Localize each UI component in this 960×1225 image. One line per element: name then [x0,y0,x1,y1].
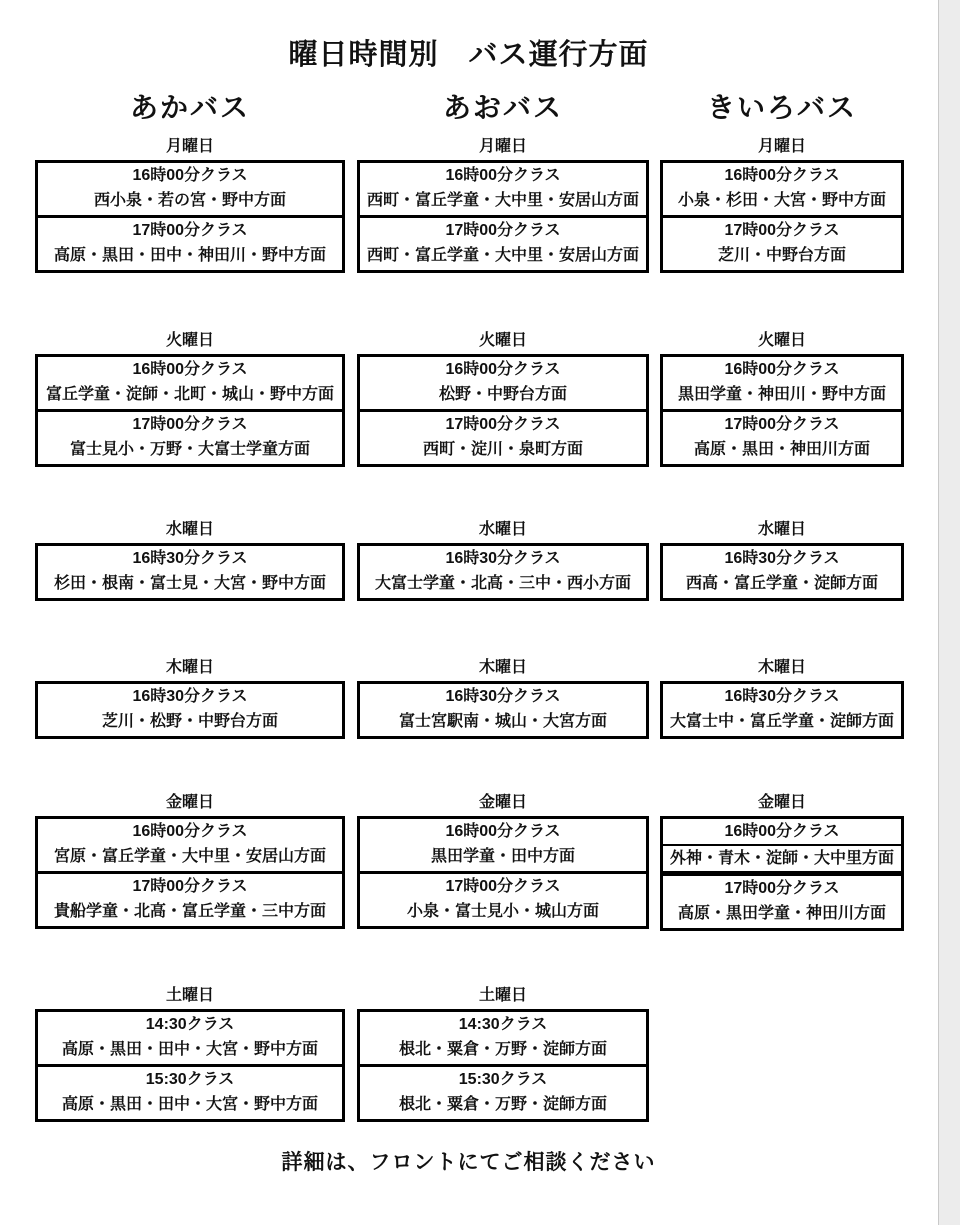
route-destinations: 根北・粟倉・万野・淀師方面 [398,1096,607,1113]
class-slot [38,1064,342,1119]
schedule-table [660,543,904,601]
class-time: 17時00分クラス [132,878,248,895]
route-destinations: 大富士学童・北高・三中・西小方面 [374,575,631,592]
schedule-group [35,986,345,1122]
route-destinations: 大富士中・富丘学童・淀師方面 [669,713,894,730]
route-destinations: 芝川・松野・中野台方面 [101,713,278,730]
route-destinations: 芝川・中野台方面 [717,247,846,264]
footer-note: 詳細は、フロントにてご相談ください [281,1151,656,1174]
page-edge-strip [938,0,960,1225]
schedule-table [35,681,345,739]
class-time: 16時30分クラス [132,550,248,567]
day-label: 月曜日 [478,138,527,155]
schedule-table [660,816,904,931]
day-label: 水曜日 [757,521,806,538]
route-destinations: 根北・粟倉・万野・淀師方面 [398,1041,607,1058]
class-time: 14:30クラス [145,1016,235,1033]
route-destinations: 黒田学童・神田川・野中方面 [677,386,886,403]
class-time: 16時30分クラス [445,550,561,567]
route-destinations: 西高・富丘学童・淀師方面 [685,575,878,592]
schedule-group [660,137,904,273]
route-destinations: 小泉・富士見小・城山方面 [406,903,599,920]
schedule-group [660,658,904,739]
class-slot [38,215,342,270]
schedule-table [35,543,345,601]
schedule-table [35,160,345,273]
day-label: 月曜日 [165,138,214,155]
route-destinations: 松野・中野台方面 [438,386,567,403]
day-label: 火曜日 [757,332,806,349]
class-slot [38,163,342,215]
schedule-table [660,160,904,273]
route-destinations: 宮原・富丘学童・大中里・安居山方面 [53,848,326,865]
route-destinations: 西町・富丘学童・大中里・安居山方面 [366,192,639,209]
class-slot [38,684,342,736]
class-slot [38,871,342,926]
class-time: 16時00分クラス [445,361,561,378]
class-time: 16時00分クラス [724,823,840,840]
day-label: 水曜日 [165,521,214,538]
class-time: 15:30クラス [458,1071,548,1088]
class-time: 17時00分クラス [132,416,248,433]
day-label: 土曜日 [165,987,214,1004]
class-slot [663,215,901,270]
class-time: 16時00分クラス [445,167,561,184]
class-slot [663,357,901,409]
day-label: 土曜日 [478,987,527,1004]
bus-column-header-blue: あおバス [442,92,563,123]
day-label: 木曜日 [478,659,527,676]
class-slot [360,684,646,736]
route-destinations: 高原・黒田・田中・大宮・野中方面 [61,1041,318,1058]
class-time: 16時00分クラス [445,823,561,840]
class-slot [663,409,901,464]
day-label: 金曜日 [478,794,527,811]
schedule-table [357,816,649,929]
day-label: 火曜日 [478,332,527,349]
schedule-group [660,520,904,601]
day-label: 水曜日 [478,521,527,538]
class-slot [663,163,901,215]
class-slot [360,546,646,598]
day-label: 木曜日 [165,659,214,676]
class-slot [360,871,646,926]
schedule-table [357,681,649,739]
day-label: 火曜日 [165,332,214,349]
class-time: 16時30分クラス [445,688,561,705]
class-time: 16時30分クラス [132,688,248,705]
schedule-group [357,520,649,601]
schedule-table [357,354,649,467]
route-destinations: 富丘学童・淀師・北町・城山・野中方面 [45,386,334,403]
route-destinations: 富士宮駅南・城山・大宮方面 [398,713,607,730]
class-time: 16時00分クラス [132,361,248,378]
route-destinations: 高原・黒田・神田川方面 [693,441,870,458]
class-slot [38,409,342,464]
route-destinations: 西町・富丘学童・大中里・安居山方面 [366,247,639,264]
class-time: 17時00分クラス [724,222,840,239]
class-time: 16時30分クラス [724,688,840,705]
day-label: 木曜日 [757,659,806,676]
schedule-table [660,354,904,467]
class-slot [663,546,901,598]
class-time: 16時30分クラス [724,550,840,567]
class-time: 17時00分クラス [445,878,561,895]
day-label: 月曜日 [757,138,806,155]
class-slot [360,1012,646,1064]
route-destinations: 高原・黒田学童・神田川方面 [677,905,886,922]
route-destinations: 杉田・根南・富士見・大宮・野中方面 [53,575,326,592]
schedule-table [357,160,649,273]
class-slot [38,1012,342,1064]
class-time: 17時00分クラス [724,416,840,433]
class-time: 16時00分クラス [724,361,840,378]
class-slot [38,819,342,871]
schedule-table [357,543,649,601]
class-slot [360,1064,646,1119]
class-time: 16時00分クラス [724,167,840,184]
class-time: 17時00分クラス [132,222,248,239]
class-slot [38,546,342,598]
route-destinations: 小泉・杉田・大宮・野中方面 [677,192,886,209]
class-slot [360,215,646,270]
class-time: 16時00分クラス [132,823,248,840]
route-destinations: 西小泉・若の宮・野中方面 [93,192,286,209]
schedule-table [660,681,904,739]
class-time: 17時00分クラス [445,416,561,433]
schedule-group [357,331,649,467]
route-destinations: 外神・青木・淀師・大中里方面 [663,844,901,871]
class-slot [360,409,646,464]
schedule-group [35,520,345,601]
class-time: 16時00分クラス [132,167,248,184]
class-slot [360,819,646,871]
schedule-group [660,331,904,467]
class-slot [663,873,901,928]
route-destinations: 富士見小・万野・大富士学童方面 [69,441,310,458]
route-destinations: 黒田学童・田中方面 [430,848,575,865]
schedule-table [35,1009,345,1122]
page-title: 曜日時間別 バス運行方面 [288,39,649,71]
schedule-group [357,986,649,1122]
class-slot [663,819,901,873]
schedule-group [357,658,649,739]
schedule-group [357,137,649,273]
class-slot [663,684,901,736]
bus-column-header-red: あかバス [129,92,250,123]
route-destinations: 西町・淀川・泉町方面 [422,441,583,458]
class-time: 17時00分クラス [445,222,561,239]
day-label: 金曜日 [757,794,806,811]
schedule-group [357,793,649,929]
route-destinations: 高原・黒田・田中・神田川・野中方面 [53,247,326,264]
schedule-group [35,658,345,739]
class-time: 17時00分クラス [724,880,840,897]
class-time: 14:30クラス [458,1016,548,1033]
day-label: 金曜日 [165,794,214,811]
class-slot [38,357,342,409]
class-time: 15:30クラス [145,1071,235,1088]
route-destinations: 貴船学童・北高・富丘学童・三中方面 [53,903,326,920]
class-slot [360,163,646,215]
schedule-group [35,331,345,467]
class-slot [360,357,646,409]
route-destinations: 高原・黒田・田中・大宮・野中方面 [61,1096,318,1113]
schedule-group [35,793,345,929]
schedule-group [660,793,904,931]
schedule-table [357,1009,649,1122]
schedule-group [35,137,345,273]
schedule-table [35,354,345,467]
bus-column-header-yellow: きいろバス [706,92,857,123]
schedule-table [35,816,345,929]
